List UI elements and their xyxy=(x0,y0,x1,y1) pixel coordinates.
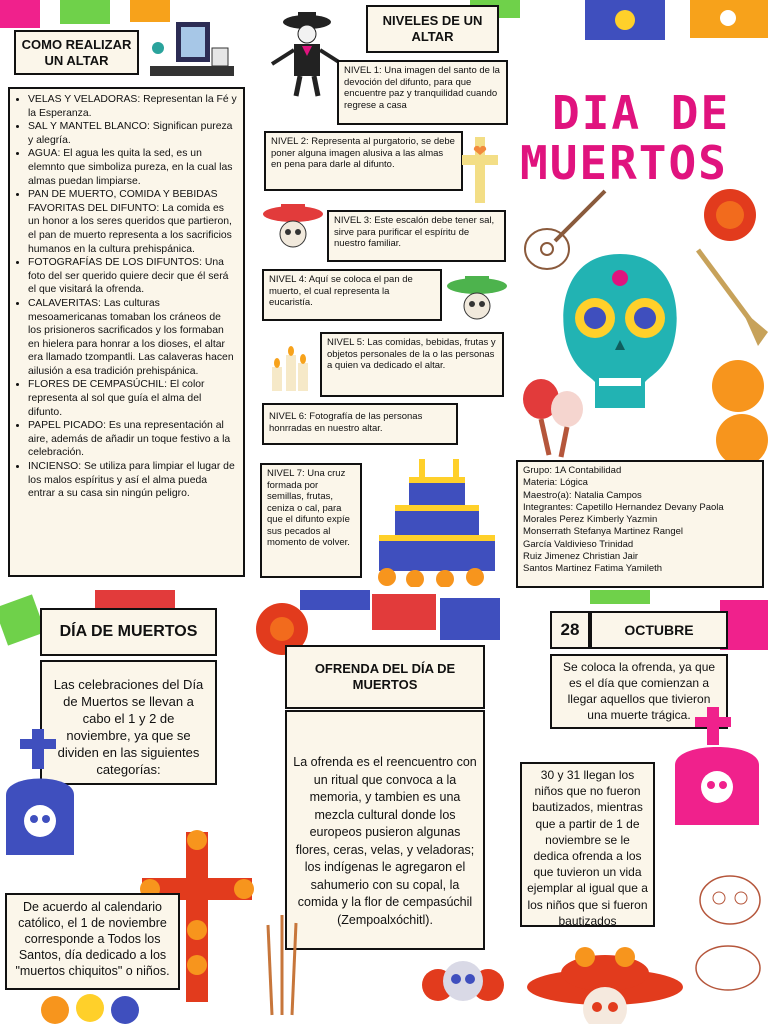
list-item: • INCIENSO: Se utiliza para limpiar el lugar de los malos espíritus y así el alma pueda entrar a su casa sin ningún peligro. xyxy=(28,460,237,501)
levels-title: NIVELES DE UN ALTAR xyxy=(366,5,499,53)
list-item: • PAN DE MUERTO, COMIDA Y BEBIDAS FAVORITAS DEL DIFUNTO: La comida es un honor a los seres queridos que partieron, el pan de muerto representa a los sacrificios humanos en la cultura prehispánica. xyxy=(28,188,237,256)
ofrenda-title: OFRENDA DEL DÍA DE MUERTOS xyxy=(285,645,485,709)
skull-outline-icon xyxy=(690,940,765,995)
page-title-line-1: DIA DE xyxy=(552,86,731,140)
level-2: NIVEL 2: Representa al purgatorio, se debe poner alguna imagen alusiva a las almas en pena para darle al difunto. xyxy=(264,131,463,191)
tombstone-icon xyxy=(665,705,768,835)
altar-table-icon xyxy=(148,18,238,80)
page-title xyxy=(520,88,760,188)
list-item: • FLORES DE CEMPASÚCHIL: El color representa al sol que guía el alma del difunto. xyxy=(28,378,237,419)
fecha-day: 28 xyxy=(560,620,580,639)
level-7: NIVEL 7: Una cruz formada por semillas, frutas, ceniza o cal, para que el difunto expíe sus pecados al momento de volver. xyxy=(260,463,362,578)
maracas-icon xyxy=(515,375,595,460)
group-line: Materia: Lógica xyxy=(523,477,588,489)
group-line: Santos Martinez Fatima Yamileth xyxy=(523,563,663,575)
cake-altar-icon xyxy=(367,455,507,587)
fecha-month: OCTUBRE xyxy=(624,622,694,638)
marigold-icon xyxy=(698,185,762,245)
level-6: NIVEL 6: Fotografía de las personas honrradas en nuestro altar. xyxy=(262,403,458,445)
level-1: NIVEL 1: Una imagen del santo de la devoción del difunto, para que encuentre paz y tranquilidad cuando regrese a casa xyxy=(337,60,508,125)
group-info xyxy=(516,460,764,588)
altar-elements-list xyxy=(8,87,245,577)
group-line: Morales Perez Kimberly Yazmin xyxy=(523,514,658,526)
group-line: Ruiz Jimenez Christian Jair xyxy=(523,551,639,563)
list-item: • FOTOGRAFÍAS DE LOS DIFUNTOS: Una foto del ser querido quiere decir que él será el que visitará la ofrenda. xyxy=(28,256,237,297)
fecha-text-2: 30 y 31 llegan los niños que no fueron bautizados, mientras que a partir de 1 de noviembre se le dedica ofrenda a los que tuvieron un vida ejemplar al igual que a los niños que si fueron bautizados xyxy=(520,762,655,927)
incense-icon xyxy=(258,905,313,1020)
altar-howto-title: COMO REALIZAR UN ALTAR xyxy=(14,30,139,75)
catholic-text: De acuerdo al calendario católico, el 1 de noviembre corresponde a Todos los Santos, día dedicado a los "muertos chiquitos" o niños. xyxy=(5,893,180,990)
level-5: NIVEL 5: Las comidas, bebidas, frutas y objetos personales de la o las personas a quien va dedicado el altar. xyxy=(320,332,504,397)
level-3: NIVEL 3: Este escalón debe tener sal, sirve para purificar el espíritu de nuestro familiar. xyxy=(327,210,506,262)
tombstone-icon xyxy=(0,725,80,860)
trumpet-icon xyxy=(690,240,768,355)
dia-text: Las celebraciones del Día de Muertos se llevan a cabo el 1 y 2 de noviembre, ya que se dividen en las siguientes categorías: xyxy=(40,660,217,785)
level-4: NIVEL 4: Aquí se coloca el pan de muerto, el cual representa la eucaristía. xyxy=(262,269,442,321)
mariachi-skull-icon xyxy=(446,272,508,328)
group-line: Grupo: 1A Contabilidad xyxy=(523,465,622,476)
skull-outline-icon xyxy=(695,870,765,930)
list-item: • VELAS Y VELADORAS: Representan la Fé y la Esperanza. xyxy=(28,93,237,120)
candles-icon xyxy=(268,345,312,393)
group-line: Integrantes: Capetillo Hernandez Devany Paola xyxy=(523,501,724,513)
list-item: • PAPEL PICADO: Es una representación al aire, además de añadir un toque festivo a la celebración. xyxy=(28,419,237,460)
page-title-line-2: MUERTOS xyxy=(520,136,728,190)
group-line: Maestro(a): Natalia Campos xyxy=(523,489,642,501)
fecha-text: Se coloca la ofrenda, ya que es el día que comienzan a llegar aquellos que tivieron una muerte trágica. xyxy=(550,654,728,729)
marigold-icon xyxy=(35,990,145,1024)
group-line: García Valdivieso Trinidad xyxy=(523,538,634,550)
group-line: Monserrath Stefanya Martinez Rangel xyxy=(523,526,683,538)
list-item: • AGUA: El agua les quita la sed, es un elemnto que simboliza pureza, en la cual las almas puedan limpiarse. xyxy=(28,147,237,188)
list-item: • CALAVERITAS: Las culturas mesoamericanas tomaban los cráneos de los prisioneros sacrificados y los formaban en hielera para honrar a los dioses, el altar era llamado tzompantli. Las calaveras hacen ailusión a esa tradición prehispánica. xyxy=(28,297,237,379)
sugar-skull-icon xyxy=(420,945,505,1020)
list-item: • SAL Y MANTEL BLANCO: Significan pureza y alegría. xyxy=(28,120,237,147)
mariachi-skull-icon xyxy=(262,200,324,256)
catrina-icon xyxy=(525,935,685,1024)
ofrenda-text: La ofrenda es el reencuentro con un ritual que convoca a la memoria, y tambien es una mezcla cultural donde los europeos pusieron algunas flores, ceras, velas, y veladoras; los indígenas le agregaron el sahumerio con su copal, la comida y la flor de cempasúchil (Zempoalxóchitl). xyxy=(285,710,485,950)
cross-icon xyxy=(460,135,500,205)
dia-title: DÍA DE MUERTOS xyxy=(59,623,198,640)
